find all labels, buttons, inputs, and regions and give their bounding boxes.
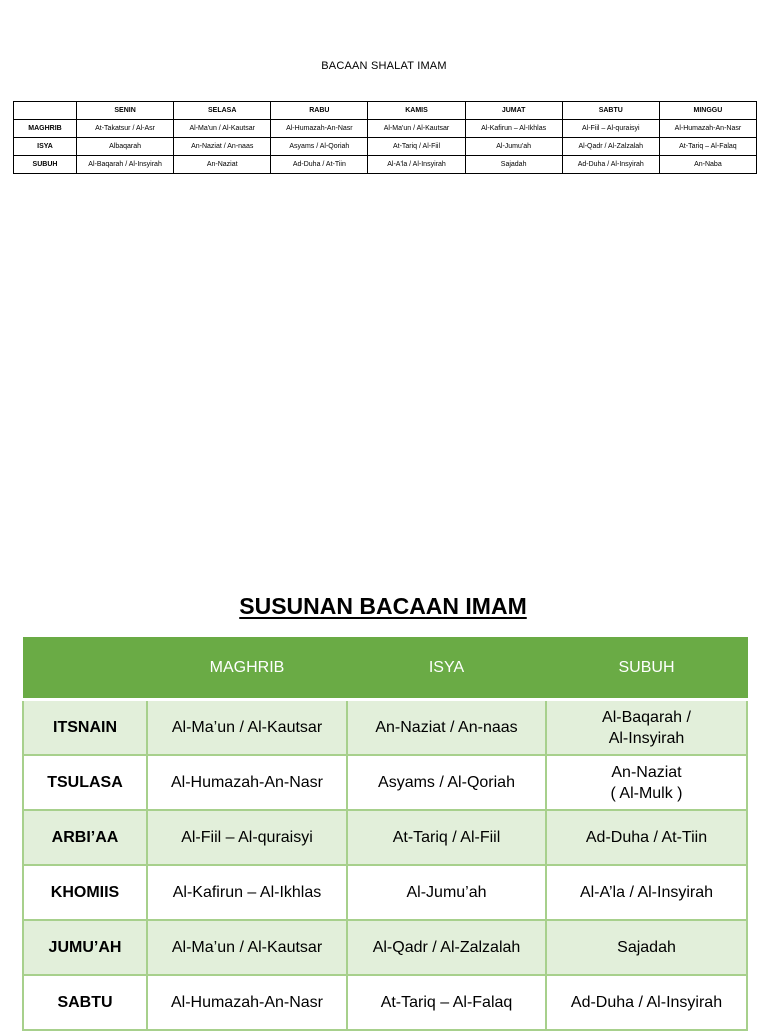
- table-cell: Sajadah: [465, 156, 562, 174]
- table-row: [14, 120, 757, 138]
- table-cell: Al-Ma’un / Al-Kautsar: [147, 700, 347, 756]
- day-label: ARBI’AA: [23, 810, 147, 865]
- table-cell: Al-Jumu'ah: [465, 138, 562, 156]
- table-cell: Asyams / Al-Qoriah: [271, 138, 368, 156]
- susunan-title: SUSUNAN BACAAN IMAM: [239, 593, 527, 619]
- table-cell: An-Naziat / An-naas: [347, 700, 546, 756]
- cell-line: An-Naziat: [611, 763, 682, 781]
- table-cell: Sajadah: [546, 920, 747, 975]
- table-cell: [546, 700, 747, 756]
- day-label: JUMU’AH: [23, 920, 147, 975]
- schedule-header-cell: RABU: [271, 102, 368, 120]
- schedule-header-row: [14, 102, 757, 120]
- table-row: [23, 975, 747, 1030]
- day-label: KHOMIIS: [23, 865, 147, 920]
- prayer-label: MAGHRIB: [14, 120, 77, 138]
- table-row: [23, 810, 747, 865]
- table-cell: Ad-Duha / Al-Insyirah: [546, 975, 747, 1030]
- table-row: [23, 920, 747, 975]
- cell-line: Al-Baqarah /: [602, 708, 691, 726]
- table-cell: Al-Ma'un / Al-Kautsar: [174, 120, 271, 138]
- table-cell: Al-Kafirun – Al-Ikhlas: [147, 865, 347, 920]
- table-cell: Al-Humazah-An-Nasr: [147, 755, 347, 810]
- schedule-header-cell: KAMIS: [368, 102, 465, 120]
- table-cell: Al-Baqarah / Al-Insyirah: [77, 156, 174, 174]
- table-cell: Al-Qadr / Al-Zalzalah: [562, 138, 659, 156]
- table-cell: Al-Kafirun – Al-Ikhlas: [465, 120, 562, 138]
- table-cell: Al-Humazah-An-Nasr: [659, 120, 756, 138]
- schedule-header-cell: SABTU: [562, 102, 659, 120]
- table-cell: At-Tariq – Al-Falaq: [347, 975, 546, 1030]
- table-cell: At-Tariq / Al-Fiil: [368, 138, 465, 156]
- table-cell: Al-Qadr / Al-Zalzalah: [347, 920, 546, 975]
- table-cell: Asyams / Al-Qoriah: [347, 755, 546, 810]
- prayer-label: ISYA: [14, 138, 77, 156]
- table-cell: Albaqarah: [77, 138, 174, 156]
- schedule-header-cell: SENIN: [77, 102, 174, 120]
- cell-line: Al-Insyirah: [608, 729, 685, 747]
- cell-line: ( Al-Mulk ): [610, 784, 683, 802]
- day-label: TSULASA: [23, 755, 147, 810]
- table-cell: Al-Fiil – Al-quraisyi: [147, 810, 347, 865]
- table-row: [23, 700, 747, 756]
- day-label: SABTU: [23, 975, 147, 1030]
- table-cell: An-Naziat / An-naas: [174, 138, 271, 156]
- prayer-label: SUBUH: [14, 156, 77, 174]
- schedule-title: BACAAN SHALAT IMAM: [321, 60, 447, 72]
- table-cell: Al-Fiil – Al-quraisyi: [562, 120, 659, 138]
- table-row: [14, 156, 757, 174]
- susunan-header-row: [23, 638, 747, 700]
- susunan-table: [22, 637, 748, 1031]
- table-cell: Al-Humazah-An-Nasr: [271, 120, 368, 138]
- table-cell: An-Naziat: [174, 156, 271, 174]
- schedule-header-cell: MINGGU: [659, 102, 756, 120]
- table-cell: Ad-Duha / At-Tiin: [546, 810, 747, 865]
- table-cell: Al-Humazah-An-Nasr: [147, 975, 347, 1030]
- table-cell: An-Naba: [659, 156, 756, 174]
- table-cell: Al-Ma’un / Al-Kautsar: [147, 920, 347, 975]
- table-cell: Al-Ma'un / Al-Kautsar: [368, 120, 465, 138]
- schedule-header-cell: SELASA: [174, 102, 271, 120]
- table-cell: [546, 755, 747, 810]
- susunan-header-cell: SUBUH: [546, 638, 747, 700]
- schedule-header-cell: JUMAT: [465, 102, 562, 120]
- table-cell: At-Tariq – Al-Falaq: [659, 138, 756, 156]
- schedule-header-cell: [14, 102, 77, 120]
- table-cell: At-Tariq / Al-Fiil: [347, 810, 546, 865]
- susunan-header-cell: MAGHRIB: [147, 638, 347, 700]
- table-row: [14, 138, 757, 156]
- table-cell: Al-Jumu’ah: [347, 865, 546, 920]
- table-cell: At-Takatsur / Al-Asr: [77, 120, 174, 138]
- table-cell: Ad-Duha / At-Tiin: [271, 156, 368, 174]
- table-cell: Al-A’la / Al-Insyirah: [546, 865, 747, 920]
- susunan-header-cell: [23, 638, 147, 700]
- weekly-schedule-table: [13, 101, 757, 174]
- table-cell: Al-A'la / Al-Insyirah: [368, 156, 465, 174]
- table-row: [23, 865, 747, 920]
- susunan-header-cell: ISYA: [347, 638, 546, 700]
- table-row: [23, 755, 747, 810]
- day-label: ITSNAIN: [23, 700, 147, 756]
- table-cell: Ad-Duha / Al-Insyirah: [562, 156, 659, 174]
